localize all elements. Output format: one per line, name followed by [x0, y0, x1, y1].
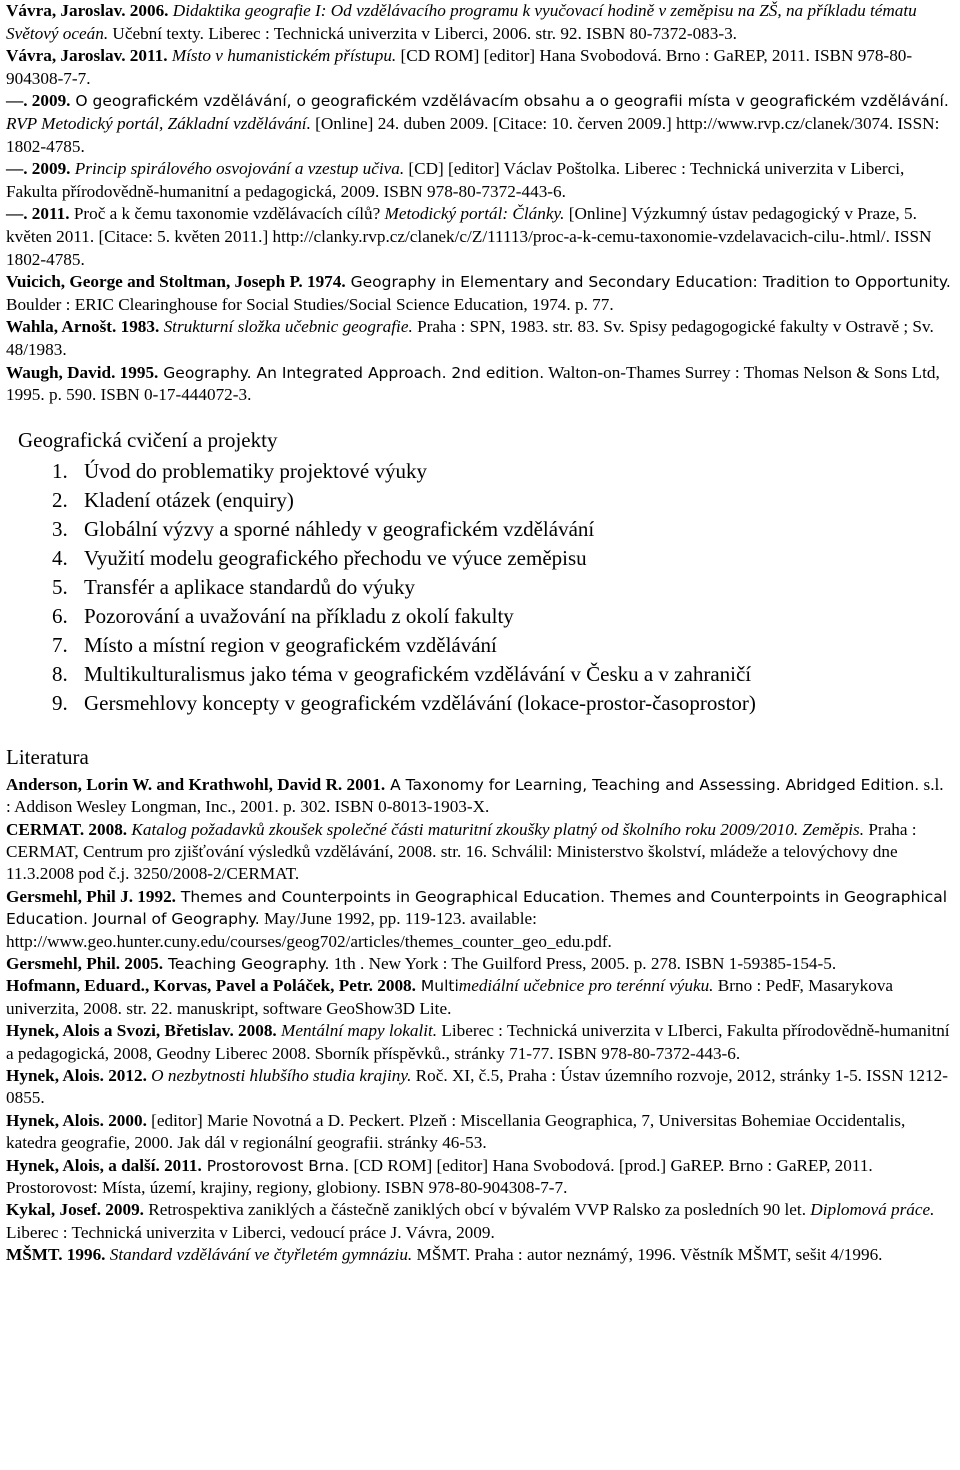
list-item: 8. Multikulturalismus jako téma v geografickém vzdělávání v Česku a v zahraničí: [52, 661, 752, 686]
topic-list: [6, 457, 952, 718]
list-item: 4. Využití modelu geografického přechodu ve výuce zeměpisu: [52, 545, 587, 570]
reference-entry: —. 2009. Princip spirálového osvojování a vzestup učiva. [CD] [editor] Václav Poštolka. Liberec : Technická univerzita v Liberci, Fakulta přírodovědně-humanitní a pedagogická, 2009. ISBN 978-80-7372-443-6.: [6, 159, 905, 201]
list-item: 9. Gersmehlovy koncepty v geografickém vzdělávání (lokace-prostor-časoprostor): [52, 690, 756, 715]
reference-entry: Vuicich, George and Stoltman, Joseph P. 1974. Geography in Elementary and Secondary Education: Tradition to Opportunity. Boulder : ERIC Clearinghouse for Social Studies/Social Science Education, 1974. p. 77.: [6, 272, 951, 314]
references-top: [6, 0, 952, 407]
section-heading: Geografická cvičení a projekty: [18, 427, 278, 452]
references-bottom: [6, 774, 952, 1267]
reference-entry: Vávra, Jaroslav. 2011. Místo v humanistickém přístupu. [CD ROM] [editor] Hana Svobodová. Brno : GaREP, 2011. ISBN 978-80-904308-7-7.: [6, 46, 913, 88]
list-item: 2. Kladení otázek (enquiry): [52, 487, 294, 512]
list-item: 6. Pozorování a uvažování na příkladu z okolí fakulty: [52, 603, 514, 628]
reference-entry: Hynek, Alois. 2012. O nezbytnosti hlubšího studia krajiny. Roč. XI, č.5, Praha : Ústav územního rozvoje, 2012, stránky 1-5. ISSN 1212-0855.: [6, 1065, 948, 1108]
reference-entry: Waugh, David. 1995. Geography. An Integrated Approach. 2nd edition. Walton-on-Thames Surrey : Thomas Nelson & Sons Ltd, 1995. p. 590. ISBN 0-17-444072-3.: [6, 362, 940, 405]
reference-entry: —. 2011. Proč a k čemu taxonomie vzdělávacích cílů? Metodický portál: Články. [Online] Výzkumný ústav pedagogický v Praze, 5. květen 2011. [Citace: 5. květen 2011.] http://clanky.rvp.cz/clanek/c/Z/11113/proc-a-k-cemu-taxonomie-vzdelavacich-cilu-.html/. ISSN 1802-4785.: [6, 204, 932, 269]
reference-entry: —. 2009. O geografickém vzdělávání, o geografickém vzdělávacím obsahu a o geografii místa v geografickém vzdělávání. RVP Metodický portál, Základní vzdělávání. [Online] 24. duben 2009. [Citace: 10. červen 2009.] http://www.rvp.cz/clanek/3074. ISSN: 1802-4785.: [6, 91, 949, 156]
reference-entry: Hynek, Alois a Svozi, Břetislav. 2008. Mentální mapy lokalit. Liberec : Technická univerzita v LIberci, Fakulta přírodovědně-humanitní a pedagogická, 2008, Geodny Liberec 2008. Sborník příspěvků., stránky 71-77. ISBN 978-80-7372-443-6.: [6, 1021, 950, 1063]
reference-entry: Hynek, Alois. 2000. [editor] Marie Novotná a D. Peckert. Plzeň : Miscellania Geographica, 7, Universitas Bohemiae Occidentalis, katedra geografie, 2000. Jak dál v regionální geografii. stránky 46-53.: [6, 1110, 906, 1153]
reference-entry: Hynek, Alois, a další. 2011. Prostorovost Brna. [CD ROM] [editor] Hana Svobodová. [prod.] GaREP. Brno : GaREP, 2011. Prostorovost: Místa, území, krajiny, regiony, globiony. ISBN 978-80-904308-7-7.: [6, 1155, 873, 1197]
reference-entry: Anderson, Lorin W. and Krathwohl, David R. 2001. A Taxonomy for Learning, Teaching and Assessing. Abridged Edition. s.l. : Addison Wesley Longman, Inc., 2001. p. 302. ISBN 0-8013-1903-X.: [6, 774, 944, 817]
reference-entry: CERMAT. 2008. Katalog požadavků zkoušek společné části maturitní zkoušky platný od školního roku 2009/2010. Zeměpis. Praha : CERMAT, Centrum pro zjišťování výsledků vzdělávání, 2008. str. 16. Schválil: Ministerstvo školství, mládeže a telovýchovy dne 11.3.2008 pod č.j. 3250/2008-2/CERMAT.: [6, 819, 917, 884]
list-item: 7. Místo a místní region v geografickém vzdělávání: [52, 632, 497, 657]
reference-entry: Hofmann, Eduard., Korvas, Pavel a Poláček, Petr. 2008. Multimediální učebnice pro terénní výuku. Brno : PedF, Masarykova univerzita, 2008. str. 22. manuskript, software GeoShow3D Lite.: [6, 976, 894, 1018]
reference-entry: Gersmehl, Phil J. 1992. Themes and Counterpoints in Geographical Education. Themes and Counterpoints in Geographical Education. Journal of Geography. May/June 1992, pp. 119-123. available: http://www.geo.hunter.cuny.edu/courses/geog702/articles/themes_counter_geo_edu.pdf.: [6, 886, 948, 951]
list-item: 5. Transfér a aplikace standardů do výuky: [52, 574, 416, 599]
reference-entry: Wahla, Arnošt. 1983. Strukturní složka učebnic geografie. Praha : SPN, 1983. str. 83. Sv. Spisy pedagogogické fakulty v Ostravě ; Sv. 48/1983.: [6, 317, 934, 359]
literature-heading: Literatura: [6, 744, 89, 769]
reference-entry: Gersmehl, Phil. 2005. Teaching Geography. 1th . New York : The Guilford Press, 2005. p. 278. ISBN 1-59385-154-5.: [6, 953, 837, 973]
list-item: 3. Globální výzvy a sporné náhledy v geografickém vzdělávání: [52, 516, 595, 541]
reference-entry: Kykal, Josef. 2009. Retrospektiva zaniklých a částečně zaniklých obcí v bývalém VVP Ralsko za posledních 90 let. Diplomová práce. Liberec : Technická univerzita v Liberci, vedoucí práce J. Vávra, 2009.: [6, 1200, 935, 1242]
list-item: 1. Úvod do problematiky projektové výuky: [52, 458, 427, 483]
reference-entry: Vávra, Jaroslav. 2006. Didaktika geografie I: Od vzdělávacího programu k vyučovací hodině v zeměpisu na ZŠ, na příkladu tématu Světový oceán. Učební texty. Liberec : Technická univerzita v Liberci, 2006. str. 92. ISBN 80-7372-083-3.: [6, 1, 917, 43]
reference-entry: MŠMT. 1996. Standard vzdělávání ve čtyřletém gymnáziu. MŠMT. Praha : autor neznámý, 1996. Věstník MŠMT, sešit 4/1996.: [6, 1245, 883, 1265]
